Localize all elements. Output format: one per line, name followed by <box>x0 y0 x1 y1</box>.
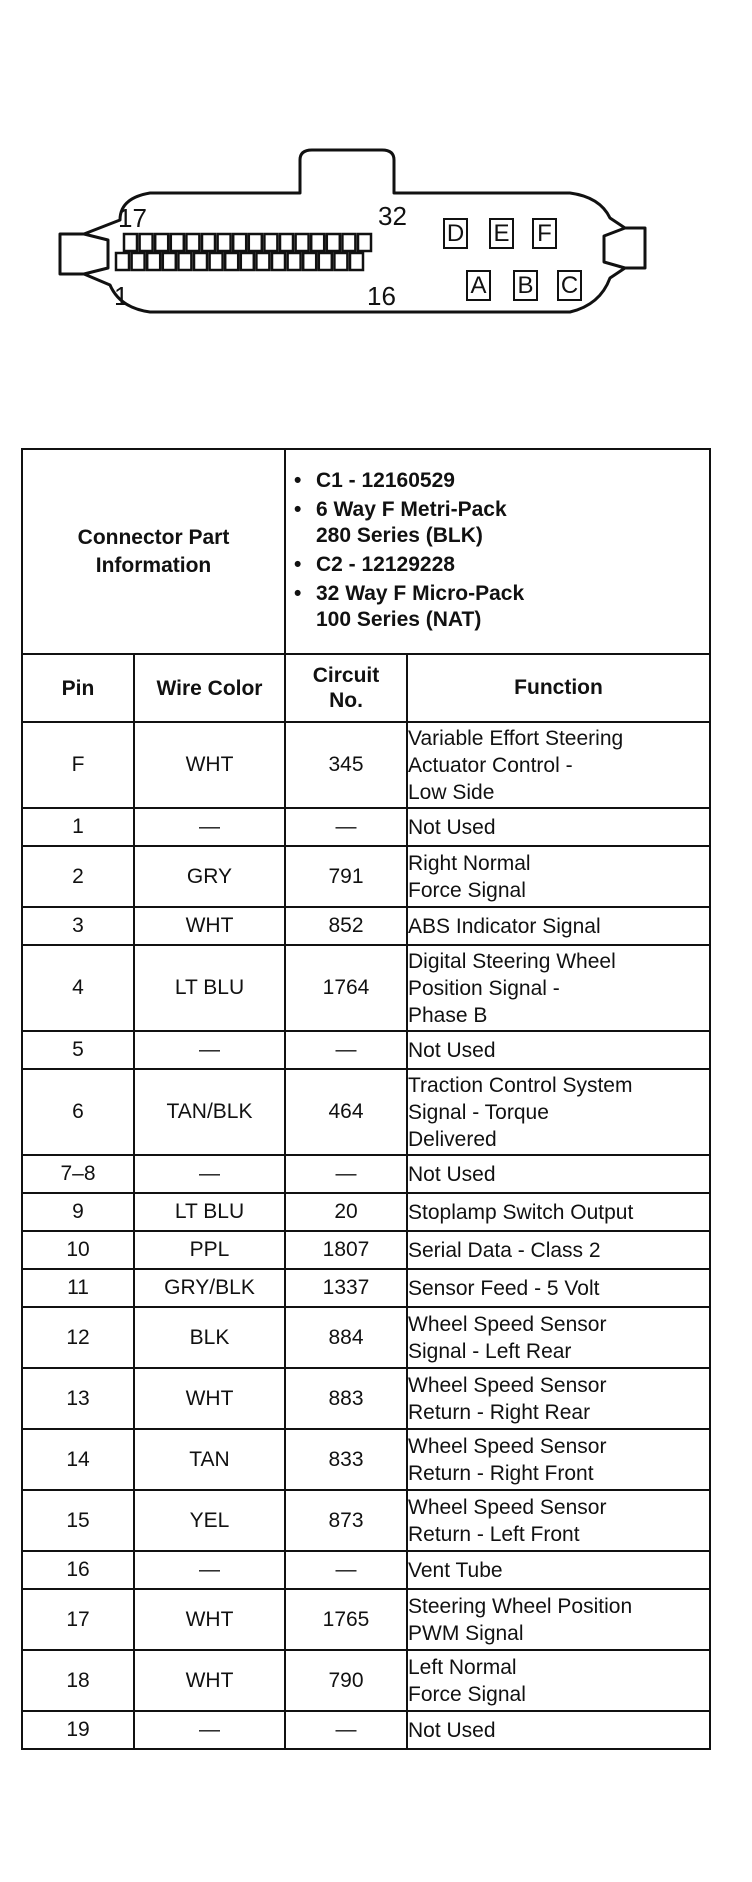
connector-info-line2: 280 Series (BLK) <box>316 523 483 547</box>
circuit-cell: 884 <box>285 1307 407 1368</box>
wire-color-cell: YEL <box>134 1490 285 1551</box>
pin-label-32: 32 <box>378 201 407 231</box>
function-line: Force Signal <box>408 878 526 902</box>
function-cell <box>407 846 710 907</box>
pin-cell: 5 <box>22 1031 134 1069</box>
pinout-table <box>21 448 711 1750</box>
cavity-d: D <box>443 218 468 249</box>
function-line: Actuator Control - <box>408 753 573 777</box>
function-line: Serial Data - Class 2 <box>408 1238 601 1262</box>
table-row <box>22 1711 710 1749</box>
function-line: Wheel Speed Sensor <box>408 1373 607 1397</box>
circuit-cell: — <box>285 808 407 846</box>
connector-pin-10 <box>256 253 269 270</box>
function-line: Not Used <box>408 1162 496 1186</box>
connector-outline <box>0 0 752 400</box>
table-row <box>22 1650 710 1711</box>
wire-color-cell: BLK <box>134 1307 285 1368</box>
circuit-cell: 791 <box>285 846 407 907</box>
circuit-cell: — <box>285 1155 407 1193</box>
function-line: Signal - Torque <box>408 1100 549 1124</box>
bullet-icon: • <box>294 497 302 521</box>
function-line: Position Signal - <box>408 976 560 1000</box>
connector-pin-13 <box>303 253 316 270</box>
wire-color-cell: WHT <box>134 1589 285 1650</box>
pin-cell: 14 <box>22 1429 134 1490</box>
connector-pin-8 <box>225 253 238 270</box>
wire-color-cell: TAN <box>134 1429 285 1490</box>
table-row <box>22 1031 710 1069</box>
connector-pin-24 <box>233 234 246 251</box>
circuit-cell: 883 <box>285 1368 407 1429</box>
circuit-cell: 1764 <box>285 945 407 1031</box>
function-line: Not Used <box>408 815 496 839</box>
table-row <box>22 1589 710 1650</box>
connector-pin-6 <box>194 253 207 270</box>
connector-pin-31 <box>342 234 355 251</box>
connector-pin-7 <box>210 253 223 270</box>
function-line: Left Normal <box>408 1655 517 1679</box>
function-cell <box>407 808 710 846</box>
wire-color-cell: — <box>134 1711 285 1749</box>
table-row <box>22 1269 710 1307</box>
circuit-cell: — <box>285 1711 407 1749</box>
function-line: Signal - Left Rear <box>408 1339 572 1363</box>
connector-info-text <box>316 468 455 494</box>
connector-pin-9 <box>241 253 254 270</box>
bullet-icon: • <box>294 468 302 492</box>
pin-cell: 11 <box>22 1269 134 1307</box>
function-cell <box>407 1551 710 1589</box>
pin-cell: 9 <box>22 1193 134 1231</box>
connector-info-list <box>285 449 710 654</box>
table-row <box>22 1307 710 1368</box>
header-pin: Pin <box>22 654 134 722</box>
function-line: Delivered <box>408 1127 497 1151</box>
pin-cell: 3 <box>22 907 134 945</box>
pin-cell: 6 <box>22 1069 134 1155</box>
function-cell <box>407 1429 710 1490</box>
bullet-icon: • <box>294 552 302 576</box>
wire-color-cell: GRY <box>134 846 285 907</box>
connector-info-label-line1: Connector Part <box>77 525 230 549</box>
circuit-cell: 1337 <box>285 1269 407 1307</box>
connector-pin-11 <box>272 253 285 270</box>
table-row <box>22 722 710 808</box>
function-line: Right Normal <box>408 851 531 875</box>
connector-pin-32 <box>358 234 371 251</box>
cavity-c: C <box>557 270 582 301</box>
function-line: Stoplamp Switch Output <box>408 1200 634 1224</box>
function-cell <box>407 945 710 1031</box>
connector-pin-21 <box>186 234 199 251</box>
function-line: Vent Tube <box>408 1558 503 1582</box>
connector-pin-19 <box>155 234 168 251</box>
function-line: Wheel Speed Sensor <box>408 1434 607 1458</box>
pin-label-17: 17 <box>118 203 147 233</box>
connector-info-item <box>294 552 703 578</box>
wire-color-cell: PPL <box>134 1231 285 1269</box>
connector-pin-23 <box>218 234 231 251</box>
pin-label-1: 1 <box>114 281 129 311</box>
pin-cell: 13 <box>22 1368 134 1429</box>
connector-info-item <box>294 468 703 494</box>
connector-info-line2: 100 Series (NAT) <box>316 607 482 631</box>
connector-pin-3 <box>147 253 160 270</box>
function-cell <box>407 1231 710 1269</box>
function-cell <box>407 1269 710 1307</box>
cavity-b: B <box>513 270 538 301</box>
connector-info-text <box>316 552 455 578</box>
circuit-cell: 20 <box>285 1193 407 1231</box>
connector-info-line1: 32 Way F Micro-Pack <box>316 581 525 605</box>
function-cell <box>407 1031 710 1069</box>
connector-info-label-line2: Information <box>95 553 212 577</box>
function-line: Steering Wheel Position <box>408 1594 633 1618</box>
wire-color-cell: WHT <box>134 907 285 945</box>
cavity-a: A <box>466 270 491 301</box>
pin-label-16: 16 <box>367 281 396 311</box>
connector-pin-1 <box>116 253 129 270</box>
pin-cell: 4 <box>22 945 134 1031</box>
pin-cell: 2 <box>22 846 134 907</box>
table-row <box>22 1551 710 1589</box>
wire-color-cell: WHT <box>134 1650 285 1711</box>
wire-color-cell: LT BLU <box>134 1193 285 1231</box>
function-line: Return - Left Front <box>408 1522 580 1546</box>
connector-pin-15 <box>334 253 347 270</box>
circuit-cell: 1765 <box>285 1589 407 1650</box>
function-line: Phase B <box>408 1003 488 1027</box>
pin-cell: 7–8 <box>22 1155 134 1193</box>
table-row <box>22 907 710 945</box>
connector-pin-12 <box>288 253 301 270</box>
connector-pin-14 <box>319 253 332 270</box>
wire-color-cell: — <box>134 1551 285 1589</box>
header-circuit-line2: No. <box>329 689 363 712</box>
function-line: Wheel Speed Sensor <box>408 1495 607 1519</box>
function-line: Digital Steering Wheel <box>408 949 616 973</box>
connector-pin-26 <box>264 234 277 251</box>
pin-cell: 15 <box>22 1490 134 1551</box>
circuit-cell: 833 <box>285 1429 407 1490</box>
function-cell <box>407 1490 710 1551</box>
function-line: Variable Effort Steering <box>408 726 624 750</box>
circuit-cell: 464 <box>285 1069 407 1155</box>
connector-pin-30 <box>327 234 340 251</box>
connector-pin-17 <box>124 234 137 251</box>
header-function: Function <box>407 654 710 722</box>
wire-color-cell: GRY/BLK <box>134 1269 285 1307</box>
function-line: Return - Right Rear <box>408 1400 591 1424</box>
wire-color-cell: WHT <box>134 722 285 808</box>
connector-pin-16 <box>350 253 363 270</box>
connector-info-label <box>22 449 285 654</box>
pin-cell: 12 <box>22 1307 134 1368</box>
pin-cell: 19 <box>22 1711 134 1749</box>
connector-info-text <box>316 497 507 549</box>
wire-color-cell: — <box>134 1031 285 1069</box>
circuit-cell: 790 <box>285 1650 407 1711</box>
connector-info-line1: C2 - 12129228 <box>316 552 455 576</box>
connector-diagram <box>0 0 752 400</box>
cavity-f: F <box>532 218 557 249</box>
connector-pin-27 <box>280 234 293 251</box>
function-cell <box>407 1193 710 1231</box>
pin-cell: 16 <box>22 1551 134 1589</box>
pin-cell: 1 <box>22 808 134 846</box>
table-row <box>22 846 710 907</box>
function-line: Low Side <box>408 780 495 804</box>
table-row <box>22 1231 710 1269</box>
function-cell <box>407 1155 710 1193</box>
wire-color-cell: TAN/BLK <box>134 1069 285 1155</box>
function-cell <box>407 1589 710 1650</box>
pin-cell: 17 <box>22 1589 134 1650</box>
pin-cell: 10 <box>22 1231 134 1269</box>
connector-pin-29 <box>311 234 324 251</box>
function-line: ABS Indicator Signal <box>408 914 601 938</box>
bullet-icon: • <box>294 581 302 605</box>
connector-pin-2 <box>132 253 145 270</box>
connector-pin-28 <box>296 234 309 251</box>
pin-cell: 18 <box>22 1650 134 1711</box>
function-line: Sensor Feed - 5 Volt <box>408 1276 600 1300</box>
wire-color-cell: — <box>134 1155 285 1193</box>
circuit-cell: 1807 <box>285 1231 407 1269</box>
table-row <box>22 1193 710 1231</box>
circuit-cell: — <box>285 1551 407 1589</box>
function-line: Not Used <box>408 1038 496 1062</box>
function-cell <box>407 1069 710 1155</box>
table-row <box>22 1069 710 1155</box>
connector-info-line1: 6 Way F Metri-Pack <box>316 497 507 521</box>
connector-pin-22 <box>202 234 215 251</box>
function-cell <box>407 1711 710 1749</box>
function-cell <box>407 1368 710 1429</box>
function-line: PWM Signal <box>408 1621 524 1645</box>
table-row <box>22 945 710 1031</box>
function-cell <box>407 1307 710 1368</box>
circuit-cell: — <box>285 1031 407 1069</box>
circuit-cell: 873 <box>285 1490 407 1551</box>
table-row <box>22 1155 710 1193</box>
header-row <box>22 654 710 722</box>
table-row <box>22 1490 710 1551</box>
connector-info-line1: C1 - 12160529 <box>316 468 455 492</box>
header-wire-color: Wire Color <box>134 654 285 722</box>
connector-info-item <box>294 497 703 549</box>
connector-pin-5 <box>178 253 191 270</box>
wire-color-cell: — <box>134 808 285 846</box>
function-line: Wheel Speed Sensor <box>408 1312 607 1336</box>
connector-pin-25 <box>249 234 262 251</box>
cavity-e: E <box>489 218 514 249</box>
connector-info-item <box>294 581 703 633</box>
function-line: Force Signal <box>408 1682 526 1706</box>
wire-color-cell: LT BLU <box>134 945 285 1031</box>
connector-info-text <box>316 581 524 633</box>
function-line: Not Used <box>408 1718 496 1742</box>
header-circuit-line1: Circuit <box>312 664 380 687</box>
function-cell <box>407 1650 710 1711</box>
circuit-cell: 345 <box>285 722 407 808</box>
function-line: Return - Right Front <box>408 1461 594 1485</box>
connector-pin-18 <box>140 234 153 251</box>
table-row <box>22 1368 710 1429</box>
connector-info-row <box>22 449 710 654</box>
connector-pin-20 <box>171 234 184 251</box>
header-circuit-no <box>285 654 407 722</box>
function-line: Traction Control System <box>408 1073 633 1097</box>
table-row <box>22 808 710 846</box>
function-cell <box>407 907 710 945</box>
function-cell <box>407 722 710 808</box>
circuit-cell: 852 <box>285 907 407 945</box>
pin-cell: F <box>22 722 134 808</box>
connector-pin-4 <box>163 253 176 270</box>
wire-color-cell: WHT <box>134 1368 285 1429</box>
table-row <box>22 1429 710 1490</box>
